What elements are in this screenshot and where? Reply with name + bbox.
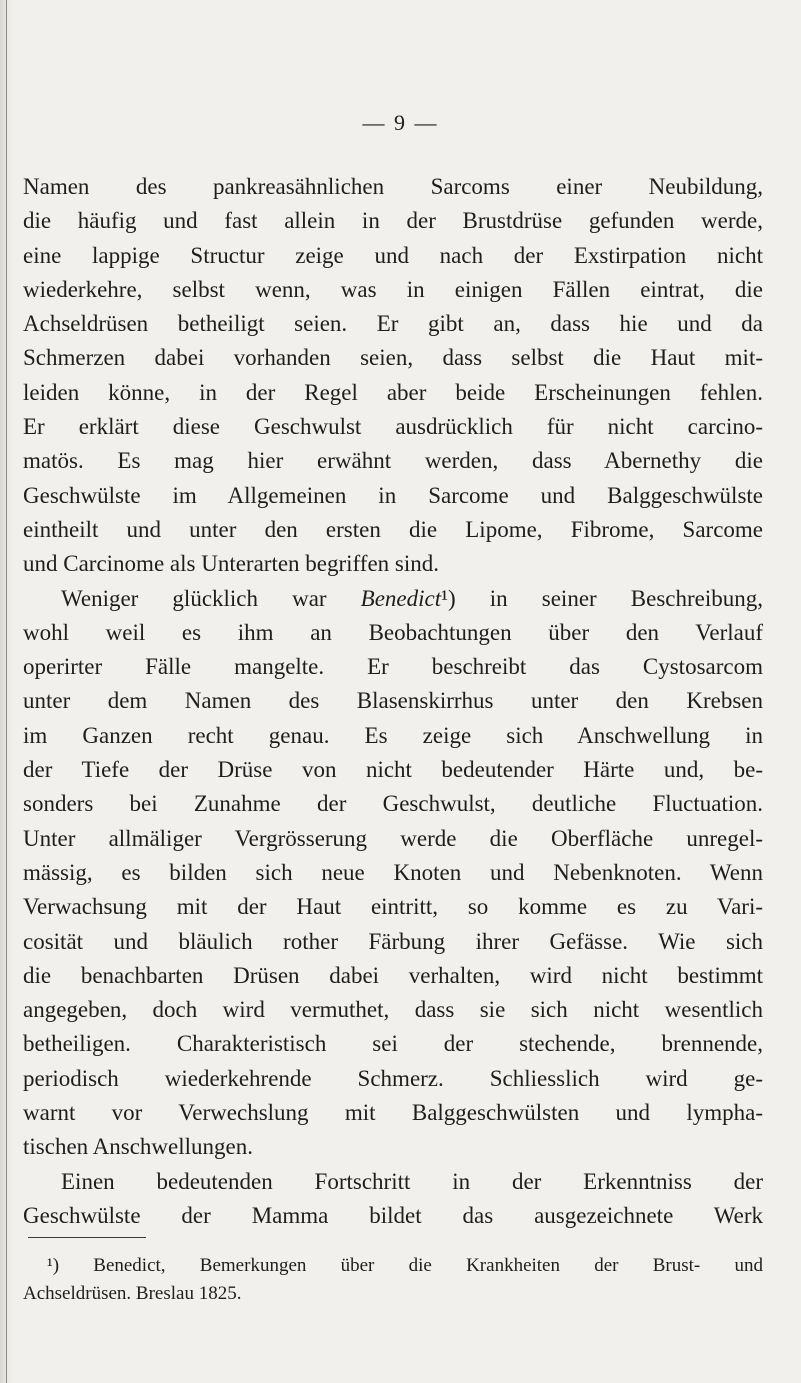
text-line: wiederkehre, selbst wenn, was in einigen Fällen eintrat, die (23, 276, 763, 302)
text-line: operirter Fälle mangelte. Er beschreibt das Cystosarcom (23, 654, 763, 680)
text-line: Achseldrüsen betheiligt seien. Er gibt an, dass hie und da (23, 311, 763, 337)
text-line: angegeben, doch wird vermuthet, dass sie sich nicht wesentlich (23, 997, 763, 1023)
page-edge-line (6, 0, 7, 1383)
footnotes (23, 1252, 763, 1308)
text-line: der Tiefe der Drüse von nicht bedeutender Härte und, be- (23, 757, 763, 783)
text-line: periodisch wiederkehrende Schmerz. Schliesslich wird ge- (23, 1065, 763, 1091)
text-line: matös. Es mag hier erwähnt werden, dass Abernethy die (23, 448, 763, 474)
text-line: die häufig und fast allein in der Brustdrüse gefunden werde, (23, 208, 763, 234)
text-line: Weniger glücklich war Benedict¹) in seiner Beschreibung, (61, 585, 763, 611)
text-line: sonders bei Zunahme der Geschwulst, deutliche Fluctuation. (23, 791, 763, 817)
text-line: warnt vor Verwechslung mit Balggeschwülsten und lympha- (23, 1100, 763, 1126)
text-line: wohl weil es ihm an Beobachtungen über den Verlauf (23, 619, 763, 645)
text-line: und Carcinome als Unterarten begriffen sind. (23, 551, 439, 577)
footnote-rule (28, 1237, 146, 1238)
text-line: die benachbarten Drüsen dabei verhalten, wird nicht bestimmt (23, 962, 763, 988)
text-line: Geschwülste der Mamma bildet das ausgezeichnete Werk (23, 1202, 763, 1228)
text-line: Namen des pankreasähnlichen Sarcoms einer Neubildung, (23, 174, 763, 199)
text-line: tischen Anschwellungen. (23, 1134, 253, 1160)
text-line: Er erklärt diese Geschwulst ausdrücklich für nicht carcino- (23, 414, 763, 440)
footnote-line: Achseldrüsen. Breslau 1825. (23, 1283, 242, 1304)
text-line: Einen bedeutenden Fortschritt in der Erkenntniss der (61, 1168, 763, 1194)
text-line: betheiligen. Charakteristisch sei der stechende, brennende, (23, 1031, 763, 1057)
text-line: eintheilt und unter den ersten die Lipome, Fibrome, Sarcome (23, 516, 763, 542)
text-line: eine lappige Structur zeige und nach der Exstirpation nicht (23, 242, 763, 268)
text-line: Geschwülste im Allgemeinen in Sarcome und Balggeschwülste (23, 482, 763, 508)
text-line: unter dem Namen des Blasenskirrhus unter den Krebsen (23, 688, 763, 714)
text-line: mässig, es bilden sich neue Knoten und Nebenknoten. Wenn (23, 859, 763, 885)
body-text (23, 170, 763, 1233)
text-line: im Ganzen recht genau. Es zeige sich Anschwellung in (23, 722, 763, 748)
text-line: Unter allmäliger Vergrösserung werde die Oberfläche unregel- (23, 825, 763, 851)
text-line: Schmerzen dabei vorhanden seien, dass selbst die Haut mit- (23, 345, 763, 371)
text-line: leiden könne, in der Regel aber beide Erscheinungen fehlen. (23, 379, 763, 405)
text-line: cosität und bläulich rother Färbung ihrer Gefässe. Wie sich (23, 928, 763, 954)
page-number: — 9 — (362, 110, 439, 135)
page-edge-shadow (0, 0, 14, 1383)
text-line: Verwachsung mit der Haut eintritt, so komme es zu Vari- (23, 894, 763, 920)
footnote-line: ¹) Benedict, Bemerkungen über die Krankheiten der Brust- und (47, 1255, 763, 1276)
